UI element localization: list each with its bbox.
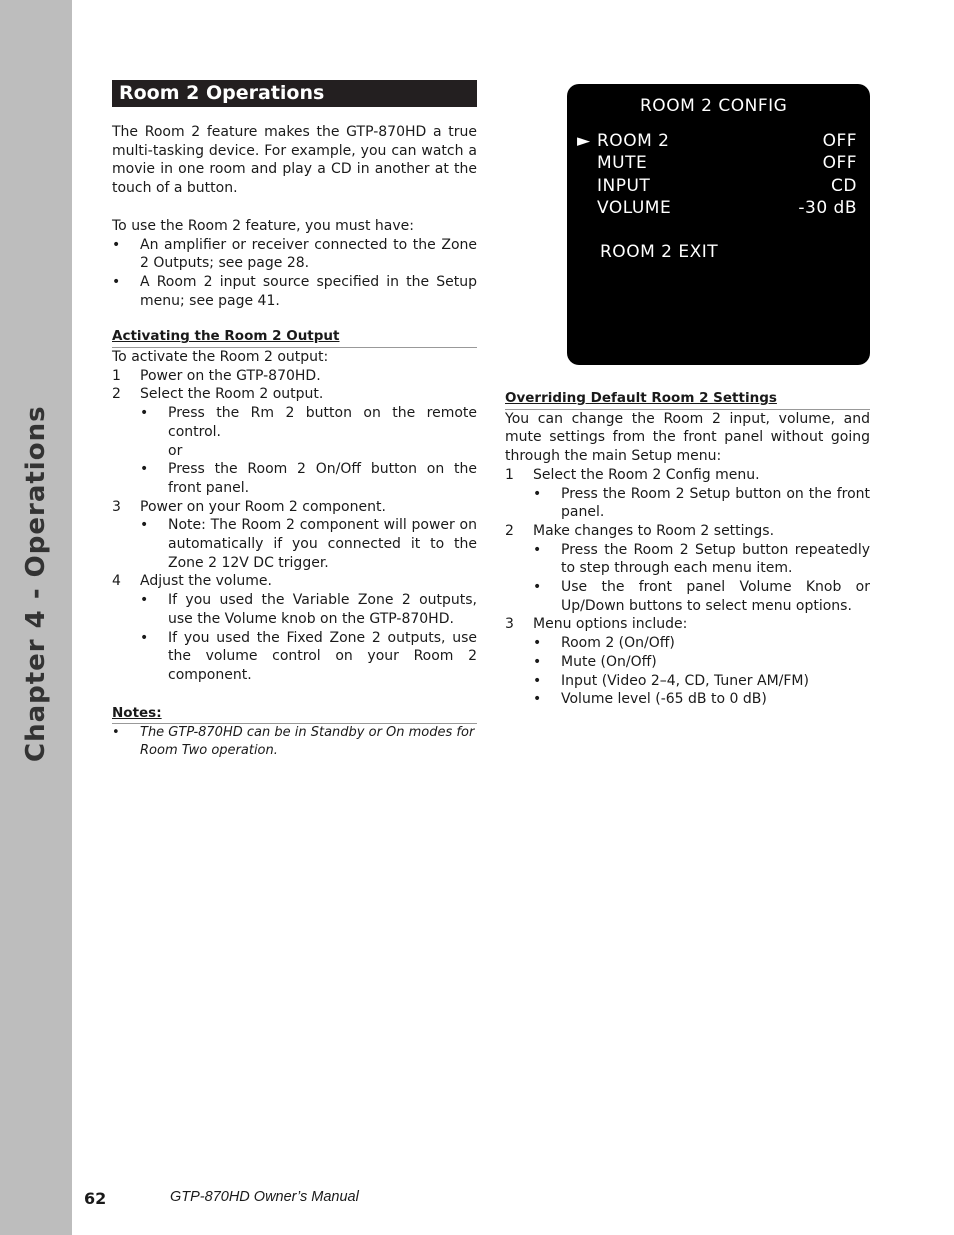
left-column	[112, 80, 477, 759]
sub-bullet: • Use the front panel Volume Knob or Up/Down buttons to select menu options.	[533, 579, 870, 614]
step: 1 Power on the GTP-870HD.	[112, 367, 321, 384]
activating-lead: To activate the Room 2 output:	[112, 349, 329, 366]
menu-row-room2: ► ROOM 2 OFF	[577, 131, 857, 151]
sub-bullet: • Input (Video 2–4, CD, Tuner AM/FM)	[533, 672, 809, 689]
right-column	[505, 389, 870, 709]
manual-title: GTP-870HD Owner’s Manual	[170, 1189, 359, 1205]
menu-row-input: INPUT CD	[597, 176, 857, 196]
step: 4 Adjust the volume.	[112, 573, 272, 590]
list-item: • An amplifier or receiver connected to the Zone 2 Outputs; see page 28.	[112, 236, 477, 272]
list-item: • A Room 2 input source specified in the Setup menu; see page 41.	[112, 273, 477, 309]
screen-title: ROOM 2 CONFIG	[640, 96, 788, 116]
step: 3 Power on your Room 2 component.	[112, 498, 386, 515]
room2-config-screen	[567, 84, 870, 365]
sub-bullet: • Press the Room 2 Setup button on the front panel.	[533, 485, 870, 521]
sub-bullet: • Press the Room 2 Setup button repeatedly to step through each menu item.	[533, 541, 870, 577]
notes-heading: Notes:	[112, 704, 477, 725]
menu-exit: ROOM 2 EXIT	[600, 242, 719, 262]
overriding-heading: Overriding Default Room 2 Settings	[505, 389, 870, 410]
note-item: • The GTP-870HD can be in Standby or On modes for Room Two operation.	[112, 725, 475, 758]
selector-arrow-icon: ►	[577, 131, 591, 151]
chapter-label: Chapter 4 - Operations	[21, 405, 51, 762]
sub-bullet: • Press the Room 2 On/Off button on the front panel.	[140, 461, 477, 496]
requirements-lead: To use the Room 2 feature, you must have:	[112, 217, 414, 234]
menu-row-volume: VOLUME -30 dB	[597, 198, 857, 218]
step: 1 Select the Room 2 Config menu.	[505, 466, 760, 483]
bullet: •	[112, 236, 121, 253]
activating-heading: Activating the Room 2 Output	[112, 327, 477, 348]
chapter-sidebar	[0, 0, 72, 1235]
page-number: 62	[84, 1189, 107, 1208]
step: 2 Make changes to Room 2 settings.	[505, 522, 775, 539]
sub-bullet: • If you used the Fixed Zone 2 outputs, use the volume control on your Room 2 component.	[140, 629, 477, 683]
intro-paragraph: The Room 2 feature makes the GTP-870HD a true multi-tasking device. For example, you can watch a movie in one room and play a CD in another at the touch of a button.	[112, 124, 477, 197]
menu-row-mute: MUTE OFF	[597, 153, 857, 173]
sub-bullet: • Room 2 (On/Off)	[533, 635, 675, 652]
sub-bullet: • Mute (On/Off)	[533, 653, 657, 670]
overriding-intro: You can change the Room 2 input, volume, and mute settings from the front panel without going through the main Setup menu:	[505, 410, 870, 465]
sub-bullet: • If you used the Variable Zone 2 outputs, use the Volume knob on the GTP-870HD.	[140, 592, 477, 627]
sub-bullet: • Press the Rm 2 button on the remote control. or	[140, 405, 477, 459]
section-title: Room 2 Operations	[112, 80, 477, 107]
bullet: •	[112, 273, 121, 290]
step: 3 Menu options include:	[505, 616, 688, 633]
step: 2 Select the Room 2 output.	[112, 386, 324, 403]
sub-bullet: • Note: The Room 2 component will power on automatically if you connected it to the Zone 2 12V DC trigger.	[140, 517, 477, 571]
sub-bullet: • Volume level (-65 dB to 0 dB)	[533, 691, 767, 708]
